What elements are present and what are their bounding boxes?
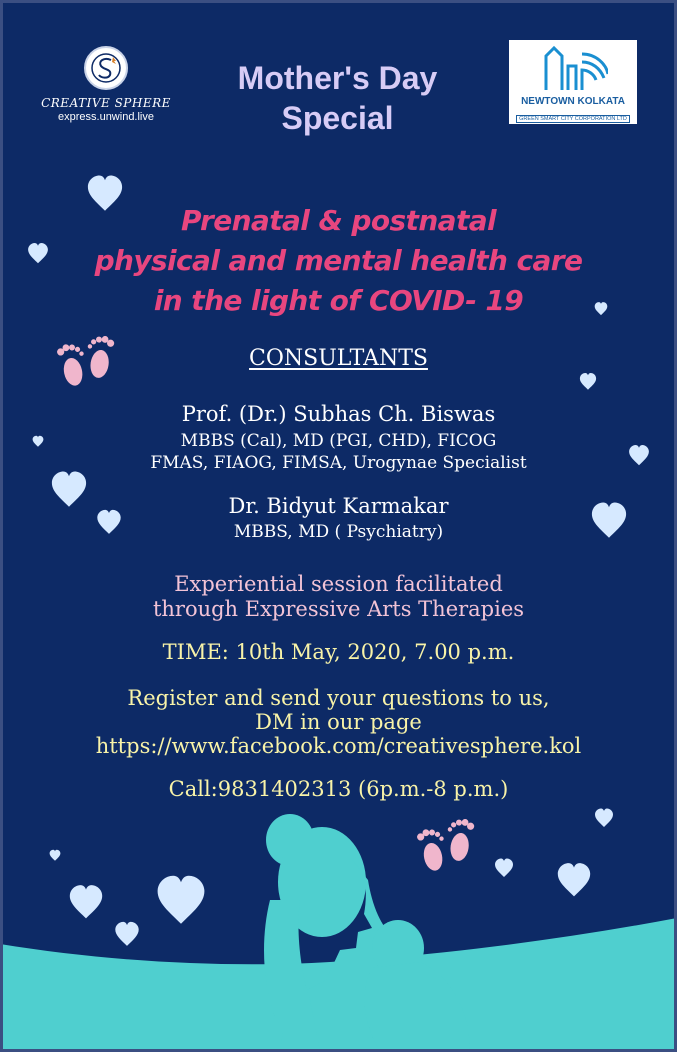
partner-tagline: GREEN SMART CITY CORPORATION LTD bbox=[516, 115, 630, 123]
heart-icon bbox=[595, 809, 613, 828]
newtown-building-icon bbox=[538, 44, 608, 94]
heart-icon bbox=[495, 859, 513, 878]
heart-icon bbox=[580, 373, 596, 390]
event-title-line: Special bbox=[281, 100, 394, 136]
consultant-2-name: Dr. Bidyut Karmakar bbox=[228, 494, 449, 518]
heart-icon bbox=[50, 850, 61, 861]
consultants-heading: CONSULTANTS bbox=[249, 346, 428, 371]
consultant-1-degrees: FMAS, FIAOG, FIMSA, Urogynae Specialist bbox=[150, 453, 527, 473]
event-time: TIME: 10th May, 2020, 7.00 p.m. bbox=[162, 640, 515, 664]
contact-phone[interactable]: Call:9831402313 (6p.m.-8 p.m.) bbox=[168, 777, 509, 801]
partner-name: NEWTOWN KOLKATA bbox=[521, 96, 625, 107]
register-line: Register and send your questions to us, bbox=[127, 686, 550, 710]
register-line: DM in our page bbox=[255, 710, 422, 734]
organizer-url: express.unwind.live bbox=[58, 111, 154, 123]
heart-icon bbox=[115, 922, 138, 946]
consultant-1-degrees: MBBS (Cal), MD (PGI, CHD), FICOG bbox=[180, 431, 497, 451]
consultant-2-degrees: MBBS, MD ( Psychiatry) bbox=[233, 522, 444, 542]
event-title bbox=[160, 58, 515, 138]
consultant-1-name: Prof. (Dr.) Subhas Ch. Biswas bbox=[181, 402, 496, 426]
newtown-kolkata-logo bbox=[509, 40, 637, 124]
facebook-link[interactable]: https://www.facebook.com/creativesphere.kol bbox=[95, 734, 582, 758]
event-headline bbox=[30, 201, 647, 321]
logo-emblem-icon bbox=[84, 46, 128, 90]
headline-line: physical and mental health care bbox=[94, 244, 583, 277]
registration-info bbox=[0, 686, 677, 758]
event-title-line: Mother's Day bbox=[237, 60, 438, 96]
session-line: Experiential session facilitated bbox=[174, 572, 503, 596]
heart-icon bbox=[558, 863, 590, 896]
organizer-name: CREATIVE SPHERE bbox=[41, 96, 171, 110]
headline-line: Prenatal & postnatal bbox=[180, 204, 497, 237]
footprint-icon bbox=[416, 817, 475, 873]
heart-icon bbox=[158, 876, 205, 924]
session-description bbox=[0, 572, 677, 622]
heart-icon bbox=[70, 885, 102, 918]
session-line: through Expressive Arts Therapies bbox=[152, 597, 525, 621]
headline-line: in the light of COVID- 19 bbox=[153, 284, 524, 317]
